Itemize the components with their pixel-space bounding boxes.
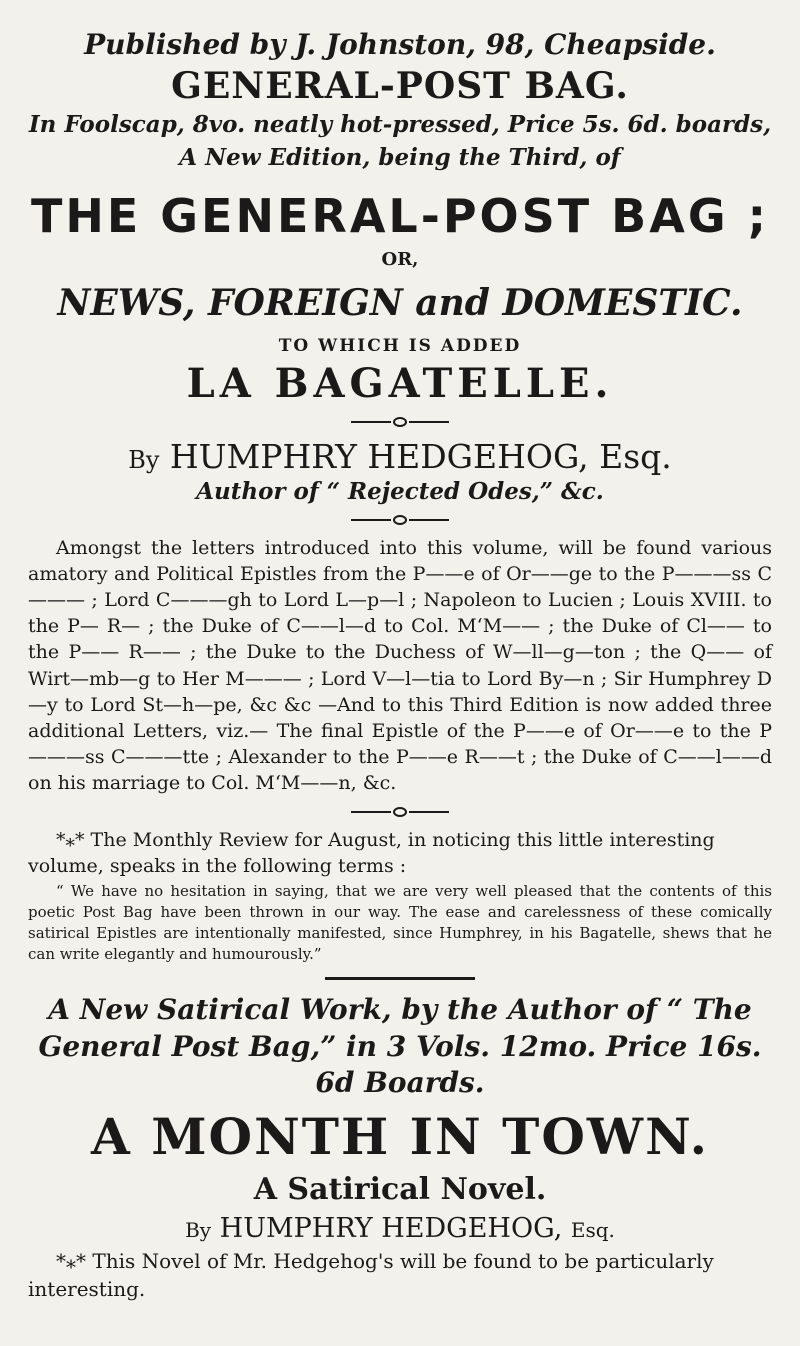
byline-esq: Esq. — [599, 436, 672, 476]
format-line: In Foolscap, 8vo. neatly hot-pressed, Price 5s. 6d. boards, — [28, 111, 772, 138]
byline — [28, 437, 772, 476]
added-line: TO WHICH IS ADDED — [278, 335, 522, 356]
second-work-subtitle: A Satirical Novel. — [253, 1172, 547, 1208]
review-quote: “ We have no hesitation in saying, that we are very well pleased that the contents of this poetic Post Bag have been thrown in our way. The ease and carelessness of these comically satirical Epistles are intentionally manifested, since Humphrey, in his Bagatelle, shews that he can write elegantly and humourously.” — [28, 882, 772, 964]
short-title: GENERAL-POST BAG. — [171, 65, 629, 107]
publisher-line: Published by J. Johnston, 98, Cheapside. — [84, 28, 716, 61]
author-of-line: Author of “ Rejected Odes,” &c. — [196, 477, 604, 505]
author-name: HUMPHRY HEDGEHOG, — [169, 436, 589, 476]
ornament-divider — [28, 807, 772, 817]
book-title: THE GENERAL-POST BAG ; — [30, 188, 769, 243]
plain-divider — [325, 977, 475, 980]
book-subtitle: NEWS, FOREIGN and DOMESTIC. — [57, 281, 743, 324]
second-author-name: HUMPHRY HEDGEHOG, — [219, 1213, 563, 1245]
second-byline-esq: Esq. — [570, 1218, 615, 1243]
review-intro: *⁎* The Monthly Review for August, in noticing this little interesting volume, speaks in the following terms : — [28, 828, 715, 877]
bagatelle-title: LA BAGATELLE. — [186, 359, 614, 407]
ornament-divider — [28, 417, 772, 427]
second-work-title: A MONTH IN TOWN. — [91, 1107, 709, 1167]
second-work-announce: A New Satirical Work, by the Author of “ The General Post Bag,” in 3 Vols. 12mo. Price 16s. 6d Boards. — [38, 993, 762, 1099]
byline-by: By — [128, 445, 160, 474]
second-byline — [28, 1213, 772, 1244]
second-work-note: *⁎* This Novel of Mr. Hedgehog's will be found to be particularly interesting. — [28, 1249, 714, 1301]
contents-paragraph: Amongst the letters introduced into this volume, will be found various amatory and Political Epistles from the P——e of Or——ge to the P———ss C——— ; Lord C———gh to Lord L—p—l ; Napoleon to Lucien ; Louis XVIII. to the P— R— ; the Duke of C——l—d to Col. M‘M—— ; the Duke of Cl—— to the P—— R—— ; the Duke to the Duchess of W—ll—g—ton ; the Q—— of Wirt—mb—g to Her M——— ; Lord V—l—tia to Lord By—n ; Sir Humphrey D—y to Lord St—h—pe, &c &c —And to this Third Edition is now added three additional Letters, viz.— The final Epistle of the P——e of Or——e to the P———ss C———tte ; Alexander to the P——e R——t ; the Duke of C——l——d on his marriage to Col. M‘M——n, &c. — [28, 536, 772, 795]
edition-line: A New Edition, being the Third, of — [179, 143, 621, 171]
ornament-divider — [28, 515, 772, 525]
second-byline-by: By — [185, 1218, 212, 1243]
title-or: OR, — [381, 248, 419, 270]
